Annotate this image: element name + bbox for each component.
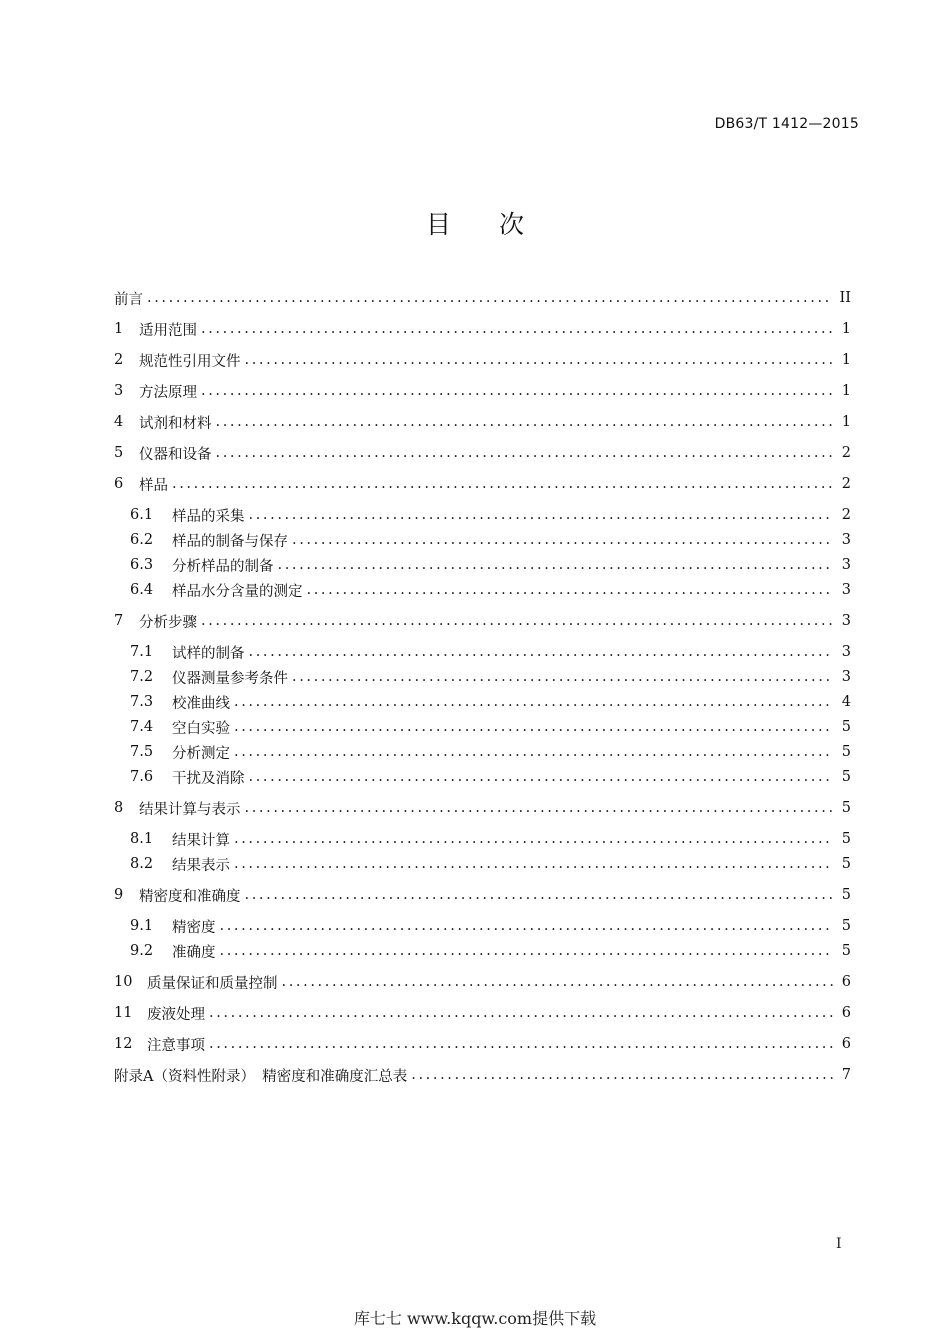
toc-entry-number: 6.3 [130, 557, 154, 573]
toc-entry-page: 2 [841, 476, 851, 492]
toc-entry-label: 干扰及消除 [172, 770, 245, 787]
toc-dot-leader [234, 715, 833, 739]
toc-entry-page: 3 [841, 532, 851, 548]
toc-entry-page: 3 [841, 669, 851, 685]
toc-dot-leader [201, 609, 833, 633]
page-number: I [836, 1236, 842, 1252]
toc-entry[interactable] [130, 939, 851, 963]
toc-entry-page: 3 [841, 613, 851, 629]
toc-entry-label: 分析测定 [172, 745, 230, 762]
toc-entry-label: 试剂和材料 [139, 415, 212, 432]
toc-entry-number: 9.2 [130, 943, 154, 959]
toc-entry-number: 6 [114, 476, 124, 492]
toc-entry-page: 7 [841, 1067, 851, 1083]
page-title: 目次 [425, 210, 572, 239]
toc-entry[interactable] [114, 317, 851, 341]
toc-entry[interactable] [130, 528, 851, 552]
toc-entry-label: 注意事项 [147, 1037, 205, 1054]
toc-entry-page: 2 [841, 507, 851, 523]
toc-entry[interactable] [130, 690, 851, 714]
toc-entry-label: 结果计算与表示 [139, 801, 241, 818]
toc-entry-page: 6 [841, 1036, 851, 1052]
toc-entry-page: 2 [841, 445, 851, 461]
toc-entry-number: 8 [114, 800, 124, 816]
toc-entry-label: 精密度 [172, 919, 216, 936]
toc-entry-page: 5 [841, 831, 851, 847]
toc-entry-page: II [839, 290, 851, 306]
toc-entry[interactable] [130, 665, 851, 689]
toc-entry-page: 4 [841, 694, 851, 710]
toc-entry-label: 空白实验 [172, 720, 230, 737]
toc-entry-number: 3 [114, 383, 124, 399]
toc-entry[interactable] [114, 348, 851, 372]
toc-entry-number: 12 [114, 1036, 133, 1052]
toc-entry[interactable] [114, 970, 851, 994]
toc-entry[interactable] [130, 715, 851, 739]
toc-entry-page: 3 [841, 582, 851, 598]
toc-dot-leader [249, 503, 834, 527]
toc-dot-leader [411, 1063, 833, 1087]
toc-entry-label: 质量保证和质量控制 [147, 975, 278, 992]
toc-dot-leader [278, 553, 834, 577]
toc-dot-leader [234, 740, 833, 764]
toc-entry-page: 6 [841, 1005, 851, 1021]
toc-dot-leader [234, 690, 833, 714]
toc-entry-label: 精密度和准确度 [139, 888, 241, 905]
toc-dot-leader [249, 765, 834, 789]
toc-dot-leader [307, 578, 834, 602]
toc-entry-page: 5 [841, 719, 851, 735]
toc-dot-leader [282, 970, 834, 994]
toc-entry[interactable] [130, 852, 851, 876]
toc-dot-leader [201, 379, 833, 403]
toc-entry[interactable] [130, 640, 851, 664]
toc-entry-label: 样品水分含量的测定 [172, 583, 303, 600]
toc-entry[interactable] [130, 503, 851, 527]
toc-dot-leader [234, 852, 833, 876]
toc-entry-number: 6.2 [130, 532, 154, 548]
toc-entry-page: 1 [841, 352, 851, 368]
toc-dot-leader [245, 883, 834, 907]
toc-entry-page: 5 [841, 943, 851, 959]
toc-entry[interactable] [114, 609, 851, 633]
toc-dot-leader [172, 472, 833, 496]
toc-dot-leader [245, 348, 834, 372]
toc-entry-label: 仪器测量参考条件 [172, 670, 288, 687]
toc-entry-number: 10 [114, 974, 133, 990]
toc-entry-page: 5 [841, 769, 851, 785]
toc-entry-label: 规范性引用文件 [139, 353, 241, 370]
toc-entry[interactable] [114, 1032, 851, 1056]
toc-entry-label: 校准曲线 [172, 695, 230, 712]
toc-dot-leader [220, 914, 834, 938]
toc-entry-label: 样品 [139, 477, 168, 494]
footer-source-text: 库七七 www.kqqw.com提供下载 [353, 1309, 597, 1328]
toc-entry-number: 7 [114, 613, 124, 629]
toc-entry[interactable] [130, 827, 851, 851]
toc-entry-number: 6.1 [130, 507, 154, 523]
toc-entry-number: 7.1 [130, 644, 154, 660]
toc-entry-page: 1 [841, 383, 851, 399]
toc-entry[interactable] [114, 796, 851, 820]
toc-entry-number: 7.2 [130, 669, 154, 685]
standard-code: DB63/T 1412—2015 [714, 116, 859, 132]
toc-entry-page: 1 [841, 414, 851, 430]
toc-entry-label: 准确度 [172, 944, 216, 961]
toc-dot-leader [209, 1001, 833, 1025]
toc-entry-label: 附录A（资料性附录） 精密度和准确度汇总表 [114, 1068, 408, 1085]
toc-entry[interactable] [114, 286, 851, 310]
toc-dot-leader [209, 1032, 833, 1056]
toc-entry-label: 样品的制备与保存 [172, 533, 288, 550]
toc-entry[interactable] [114, 472, 851, 496]
toc-entry-label: 样品的采集 [172, 508, 245, 525]
toc-entry-label: 分析样品的制备 [172, 558, 274, 575]
toc-entry-label: 废液处理 [147, 1006, 205, 1023]
toc-entry-number: 5 [114, 445, 124, 461]
toc-entry-number: 4 [114, 414, 124, 430]
toc-entry-number: 7.4 [130, 719, 154, 735]
toc-entry-number: 11 [114, 1005, 133, 1021]
toc-entry-page: 1 [841, 321, 851, 337]
toc-entry-number: 9 [114, 887, 124, 903]
toc-dot-leader [245, 796, 834, 820]
toc-dot-leader [216, 441, 834, 465]
toc-entry[interactable] [114, 441, 851, 465]
toc-entry[interactable] [114, 410, 851, 434]
toc-entry[interactable] [130, 553, 851, 577]
toc-entry-label: 方法原理 [139, 384, 197, 401]
toc-entry-label: 试样的制备 [172, 645, 245, 662]
toc-entry[interactable] [130, 578, 851, 602]
toc-entry-label: 结果计算 [172, 832, 230, 849]
toc-entry[interactable] [130, 740, 851, 764]
toc-entry-number: 8.2 [130, 856, 154, 872]
toc-entry-page: 5 [841, 887, 851, 903]
toc-entry[interactable] [114, 1001, 851, 1025]
toc-dot-leader [201, 317, 833, 341]
toc-entry-label: 适用范围 [139, 322, 197, 339]
toc-entry-page: 3 [841, 557, 851, 573]
toc-dot-leader [220, 939, 834, 963]
toc-entry-page: 5 [841, 744, 851, 760]
toc-entry[interactable] [114, 883, 851, 907]
toc-entry-page: 5 [841, 800, 851, 816]
toc-dot-leader [216, 410, 834, 434]
toc-entry-page: 6 [841, 974, 851, 990]
toc-entry[interactable] [130, 765, 851, 789]
toc-dot-leader [249, 640, 834, 664]
toc-entry-number: 2 [114, 352, 124, 368]
toc-entry[interactable] [114, 379, 851, 403]
toc-entry-label: 分析步骤 [139, 614, 197, 631]
toc-entry-page: 3 [841, 644, 851, 660]
toc-entry-number: 7.5 [130, 744, 154, 760]
toc-entry-label: 前言 [114, 291, 143, 308]
toc-entry-number: 7.6 [130, 769, 154, 785]
toc-entry-number: 1 [114, 321, 124, 337]
toc-entry[interactable] [114, 1063, 851, 1087]
toc-entry-page: 5 [841, 856, 851, 872]
toc-entry[interactable] [130, 914, 851, 938]
toc-entry-label: 仪器和设备 [139, 446, 212, 463]
toc-dot-leader [292, 665, 833, 689]
toc-dot-leader [147, 286, 833, 310]
toc-dot-leader [292, 528, 833, 552]
toc-entry-number: 7.3 [130, 694, 154, 710]
toc-entry-number: 6.4 [130, 582, 154, 598]
toc-entry-number: 8.1 [130, 831, 154, 847]
toc-dot-leader [234, 827, 833, 851]
toc-entry-label: 结果表示 [172, 857, 230, 874]
toc-entry-page: 5 [841, 918, 851, 934]
toc-entry-number: 9.1 [130, 918, 154, 934]
